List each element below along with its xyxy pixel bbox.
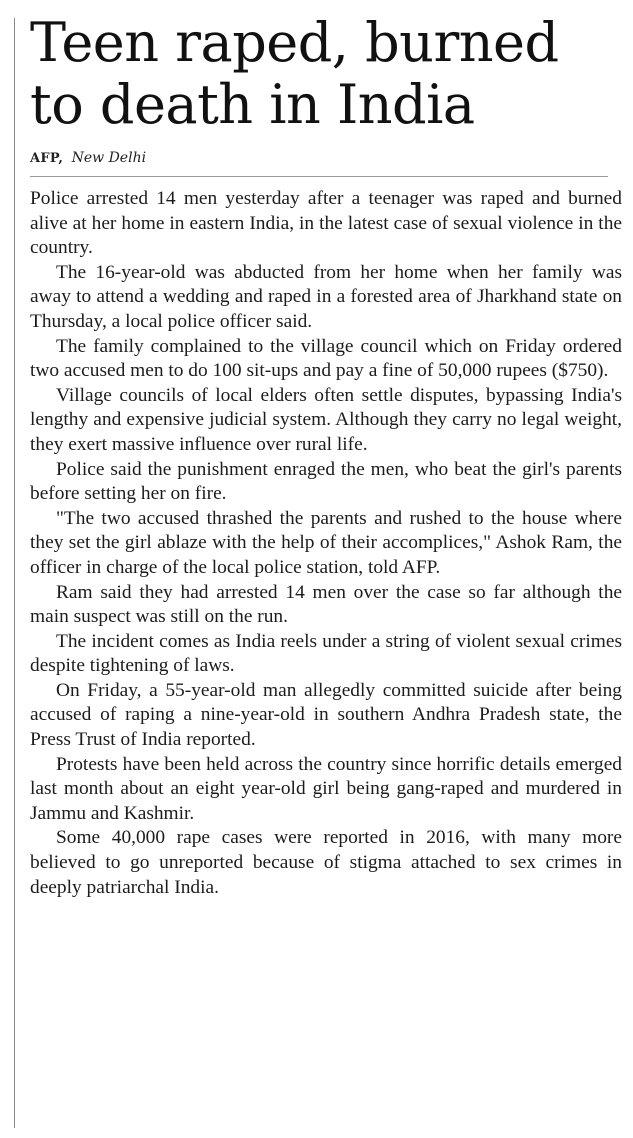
- paragraph: Ram said they had arrested 14 men over the case so far although the main suspect was still on the run.: [30, 581, 622, 628]
- column-rule: [14, 18, 15, 1128]
- paragraph: "The two accused thrashed the parents and rushed to the house where they set the girl ablaze with the help of their accomplices," Ashok Ram, the officer in charge of the local police station, told AFP.: [30, 507, 622, 578]
- paragraph: On Friday, a 55-year-old man allegedly committed suicide after being accused of raping a nine-year-old in southern Andhra Pradesh state, the Press Trust of India reported.: [30, 679, 622, 751]
- paragraph: Police said the punishment enraged the men, who beat the girl's parents before setting her on fire.: [30, 458, 622, 505]
- byline: [30, 150, 622, 166]
- article-body: [30, 187, 622, 900]
- byline-divider: [30, 176, 608, 177]
- headline: Teen raped, burned to death in India: [30, 11, 559, 136]
- paragraph: Police arrested 14 men yesterday after a teenager was raped and burned alive at her home in eastern India, in the latest case of sexual violence in the country.: [30, 188, 622, 259]
- paragraph: Some 40,000 rape cases were reported in 2016, with many more believed to go unreported because of stigma attached to sex crimes in deeply patriarchal India.: [30, 827, 622, 898]
- byline-dateline: New Delhi: [71, 150, 147, 166]
- news-article: [30, 12, 622, 900]
- paragraph: Village councils of local elders often settle disputes, bypassing India's lengthy and expensive judicial system. Although they carry no legal weight, they exert massive influence over rural life.: [30, 384, 622, 455]
- paragraph: Protests have been held across the country since horrific details emerged last month about an eight year-old girl being gang-raped and murdered in Jammu and Kashmir.: [30, 753, 622, 824]
- paragraph: The family complained to the village council which on Friday ordered two accused men to do 100 sit-ups and pay a fine of 50,000 rupees ($750).: [30, 335, 622, 382]
- paragraph: The 16-year-old was abducted from her home when her family was away to attend a wedding and raped in a forested area of Jharkhand state on Thursday, a local police officer said.: [30, 261, 622, 332]
- paragraph: The incident comes as India reels under a string of violent sexual crimes despite tightening of laws.: [30, 630, 622, 677]
- byline-agency: AFP,: [30, 151, 64, 166]
